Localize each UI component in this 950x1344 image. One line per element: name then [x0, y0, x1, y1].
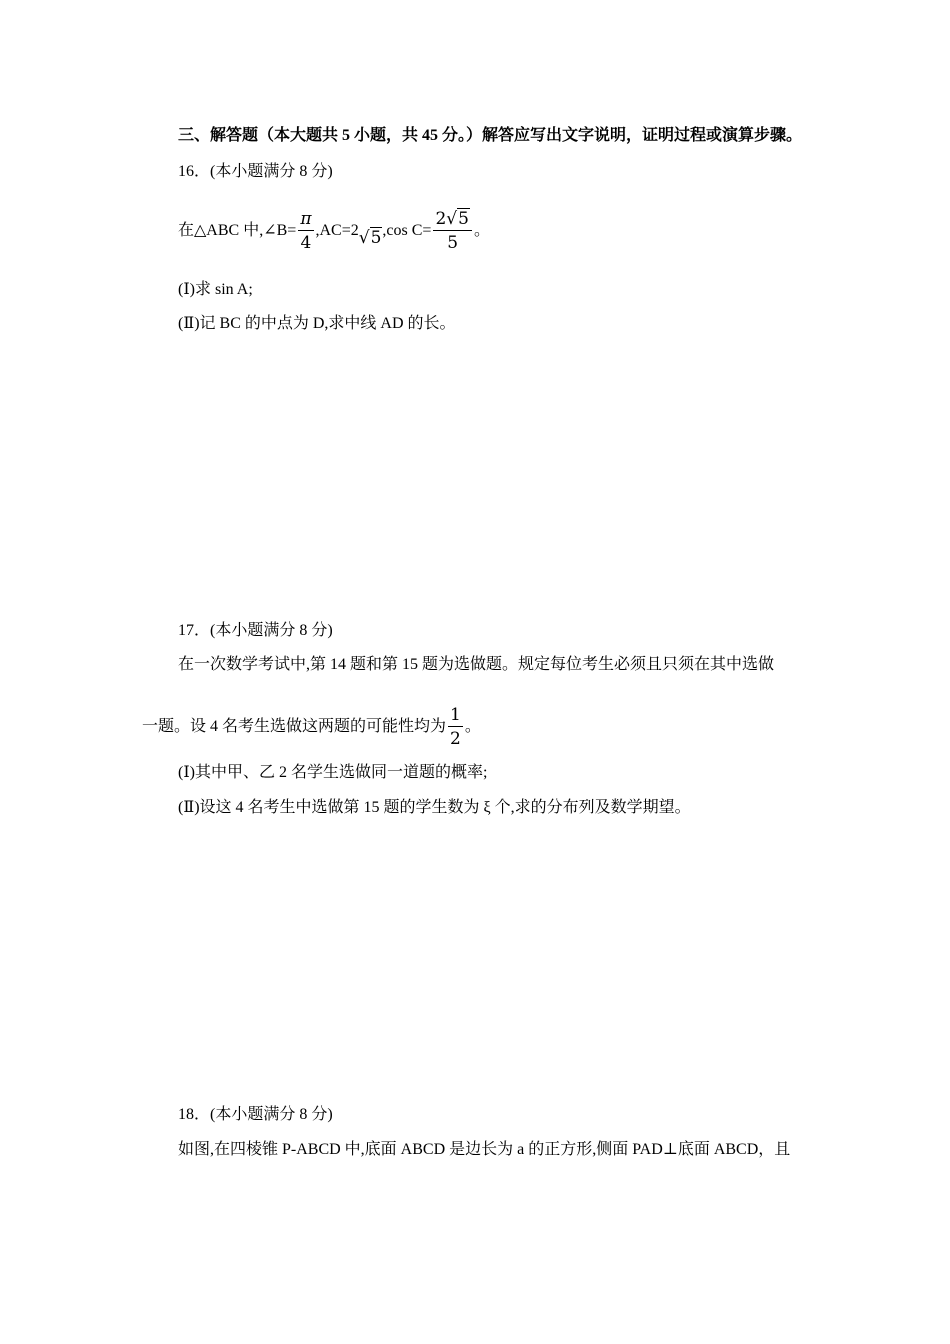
- q16-stem-prefix: 在△ABC 中,∠B=: [178, 222, 297, 239]
- q16-part1: (Ⅰ)求 sin A;: [178, 281, 253, 298]
- q17-stem-line2: [142, 698, 481, 756]
- sqrt-five: √5: [358, 228, 382, 248]
- q17-stem-line1: 在一次数学考试中,第 14 题和第 15 题为选做题。规定每位考生必须且只须在其中选做: [178, 656, 775, 673]
- q18-header: 18．(本小题满分 8 分): [178, 1106, 333, 1123]
- q16-part2: (Ⅱ)记 BC 的中点为 D,求中线 AD 的长。: [178, 315, 456, 332]
- q17-stem-line2-prefix: 一题。设 4 名考生选做这两题的可能性均为: [142, 718, 447, 735]
- q17-header: 17．(本小题满分 8 分): [178, 622, 333, 639]
- q16-header: 16．(本小题满分 8 分): [178, 163, 333, 180]
- q17-stem-line2-end: 。: [464, 718, 481, 735]
- probability-fraction: [448, 704, 463, 751]
- section-heading: 三、解答题（本大题共 5 小题，共 45 分。）解答应写出文字说明，证明过程或演算步骤。: [178, 127, 803, 144]
- cos-text: ,cos C=: [382, 222, 432, 239]
- q18-stem-line1: 如图,在四棱锥 P-ABCD 中,底面 ABCD 是边长为 a 的正方形,侧面 PAD⊥底面 ABCD，且: [178, 1141, 791, 1158]
- pi-numerator: π: [300, 208, 312, 229]
- q17-part2: (Ⅱ)设这 4 名考生中选做第 15 题的学生数为 ξ 个,求的分布列及数学期望。: [178, 799, 691, 816]
- ac-text: ,AC=2: [315, 222, 359, 239]
- pi-denominator: 4: [300, 232, 312, 253]
- cos-numerator: 2√5: [433, 208, 472, 231]
- cos-fraction: [433, 208, 472, 255]
- q16-stem: [178, 200, 490, 260]
- cos-denominator: 5: [447, 232, 459, 253]
- q17-part1: (Ⅰ)其中甲、乙 2 名学生选做同一道题的概率;: [178, 764, 488, 781]
- probability-numerator: 1: [450, 704, 461, 725]
- probability-denominator: 2: [450, 728, 461, 749]
- angle-b-fraction: [298, 208, 313, 255]
- q16-stem-end: 。: [473, 222, 490, 239]
